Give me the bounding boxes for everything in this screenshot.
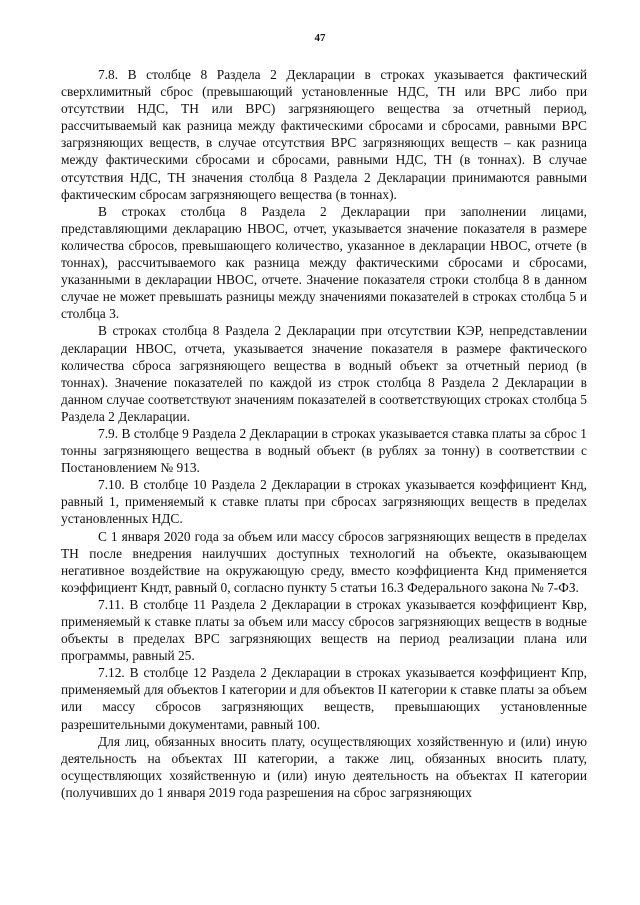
paragraph-7-8: 7.8. В столбце 8 Раздела 2 Декларации в строках указывается фактический сверхлимитный сброс (превышающий установленные НДС, ТН или ВРС либо при отсутствии НДС, ТН или ВРС) загрязняющего вещества за отчетный период, рассчитываемый как разница между фактическими сбросами и сбросами, равными ВРС загрязняющих веществ, в случае отсутствия ВРС загрязняющих веществ – как разница между фактическими сбросами и сбросами, равными НДС, ТН (в тоннах). В случае отсутствия НДС, ТН значения столбца 8 Раздела 2 Декларации принимаются равными фактическим сбросам загрязняющего вещества (в тоннах). [61, 67, 587, 202]
page-number: 47 [314, 32, 326, 44]
paragraph-7-9: 7.9. В столбце 9 Раздела 2 Декларации в строках указывается ставка платы за сброс 1 тонны загрязняющего вещества в водный объект (в рублях за тонну) в соответствии с Постановлением № 913. [61, 425, 587, 476]
document-body [61, 66, 587, 801]
paragraph-column8-nvos: В строках столбца 8 Раздела 2 Декларации при заполнении лицами, представляющими декларацию НВОС, отчет, указывается значение показателя в размере количества сбросов, превышающего количество, указанное в декларации НВОС, отчете (в тоннах), рассчитываемого как разница между фактическими сбросами и сбросами, указанными в декларации НВОС, отчете. Значение показателя строки столбца 8 в данном случае не может превышать разницы между значениями показателей в строках столбца 5 и столбца 3. [61, 203, 587, 322]
paragraph-category-iii: Для лиц, обязанных вносить плату, осуществляющих хозяйственную и (или) иную деятельность на объектах III категории, а также лиц, обязанных вносить плату, осуществляющих хозяйственную и (или) иную деятельность на объектах II категории (получивших до 1 января 2019 года разрешения на сброс загрязняющих [61, 733, 587, 800]
paragraph-7-11: 7.11. В столбце 11 Раздела 2 Декларации в строках указывается коэффициент Квр, применяемый к ставке платы за объем или массу сбросов загрязняющих веществ в водные объекты в пределах ВРС загрязняющих веществ на период реализации плана или программы, равный 25. [61, 596, 587, 664]
paragraph-7-10: 7.10. В столбце 10 Раздела 2 Декларации в строках указывается коэффициент Кнд, равный 1, применяемый к ставке платы при сбросах загрязняющих веществ в пределах установленных НДС. [61, 477, 587, 527]
paragraph-column8-no-ker: В строках столбца 8 Раздела 2 Декларации при отсутствии КЭР, непредставлении декларации НВОС, отчета, указывается значение показателя в размере фактического количества сброса загрязняющего вещества в водный объект за отчетный период (в тоннах). Значение показателей по каждой из строк столбца 8 Раздела 2 Декларации в данном случае соответствуют значениям показателей в соответствующих строках столбца 5 Раздела 2 Декларации. [61, 323, 587, 424]
paragraph-2020-kndt: С 1 января 2020 года за объем или массу сбросов загрязняющих веществ в пределах ТН после внедрения наилучших доступных технологий на объекте, оказывающем негативное воздействие на окружающую среду, вместо коэффициента Кнд применяется коэффициент Кндт, равный 0, согласно пункту 5 статьи 16.3 Федерального закона № 7-ФЗ. [61, 528, 587, 595]
paragraph-7-12: 7.12. В столбце 12 Раздела 2 Декларации в строках указывается коэффициент Кпр, применяемый для объектов I категории и для объектов II категории к ставке платы за объем или массу сбросов загрязняющих веществ, превышающих установленные разрешительными документами, равный 100. [61, 665, 587, 732]
